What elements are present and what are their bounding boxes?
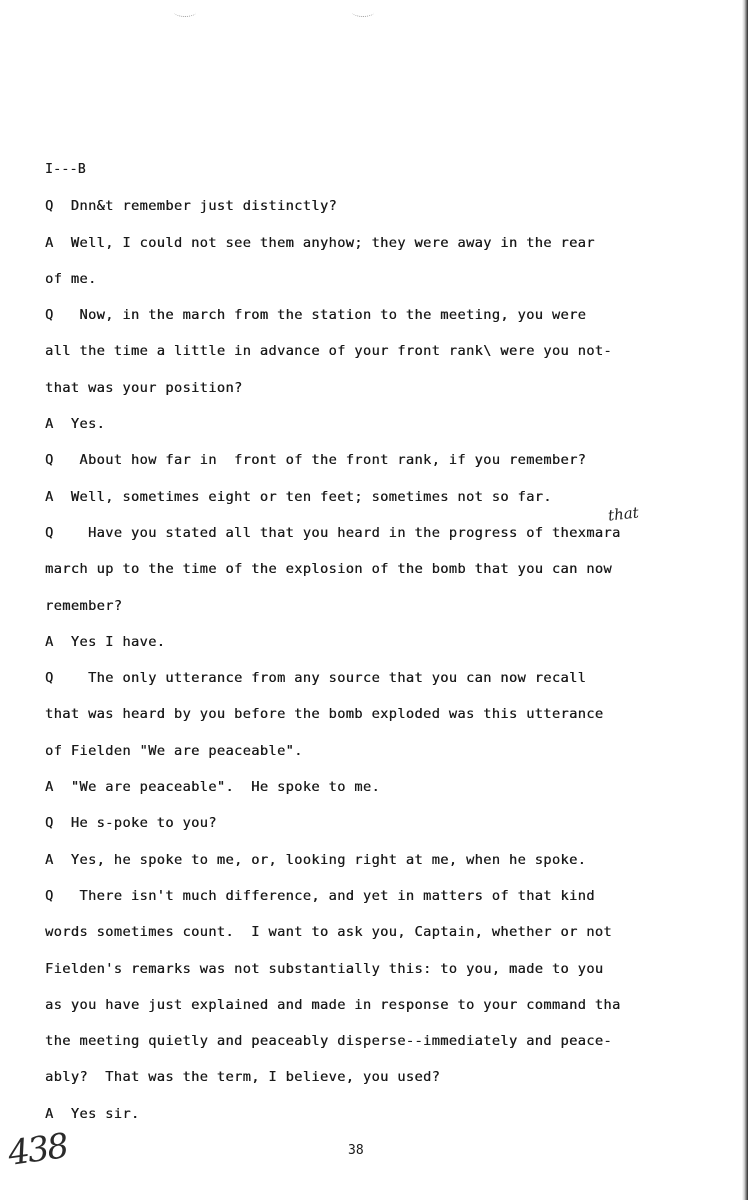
transcript-body xyxy=(45,158,695,1138)
transcript-line: A Yes. xyxy=(45,416,106,433)
transcript-line: march up to the time of the explosion of the bomb that you can now xyxy=(45,561,612,578)
transcript-line: the meeting quietly and peaceably disperse--immediately and peace- xyxy=(45,1033,612,1050)
transcript-line: Q He s-poke to you? xyxy=(45,815,217,832)
section-header: I---B xyxy=(45,162,86,177)
transcript-line: A Yes, he spoke to me, or, looking right at me, when he spoke. xyxy=(45,851,587,868)
transcript-line: Q Now, in the march from the station to the meeting, you were xyxy=(45,307,587,324)
transcript-line: as you have just explained and made in response to your command tha xyxy=(45,996,621,1013)
transcript-line: Q There isn't much difference, and yet in matters of that kind xyxy=(45,887,595,904)
transcript-line: A Well, sometimes eight or ten feet; sometimes not so far. xyxy=(45,488,552,505)
transcript-line: Q Dnn&t remember just distinctly? xyxy=(45,198,338,215)
transcript-line: remember? xyxy=(45,597,123,614)
transcript-line: Fielden's remarks was not substantially this: to you, made to you xyxy=(45,960,604,977)
transcript-line: A Well, I could not see them anyhow; they were away in the rear xyxy=(45,234,595,251)
transcript-line: A "We are peaceable". He spoke to me. xyxy=(45,779,381,796)
transcript-line: A Yes sir. xyxy=(45,1105,140,1122)
handwritten-correction: that xyxy=(607,503,640,525)
page-number: 38 xyxy=(348,1143,364,1158)
transcript-line: that was heard by you before the bomb exploded was this utterance xyxy=(45,706,604,723)
transcript-line: all the time a little in advance of your front rank\ were you not- xyxy=(45,343,612,360)
transcript-line: that was your position? xyxy=(45,379,243,396)
transcript-line: of me. xyxy=(45,270,97,287)
page-edge-shadow xyxy=(742,0,748,1200)
transcript-line: words sometimes count. I want to ask you, Captain, whether or not xyxy=(45,924,612,941)
transcript-line: ably? That was the term, I believe, you used? xyxy=(45,1069,441,1086)
transcript-line: Q About how far in front of the front rank, if you remember? xyxy=(45,452,587,469)
transcript-line: Q Have you stated all that you heard in the progress of thexmara xyxy=(45,524,621,541)
transcript-line: of Fielden "We are peaceable". xyxy=(45,742,303,759)
transcript-line: A Yes I have. xyxy=(45,633,166,650)
handwritten-page-number: 438 xyxy=(5,1126,70,1174)
transcript-line: Q The only utterance from any source that you can now recall xyxy=(45,670,587,687)
punch-mark-left xyxy=(174,8,196,17)
punch-mark-right xyxy=(352,8,374,17)
